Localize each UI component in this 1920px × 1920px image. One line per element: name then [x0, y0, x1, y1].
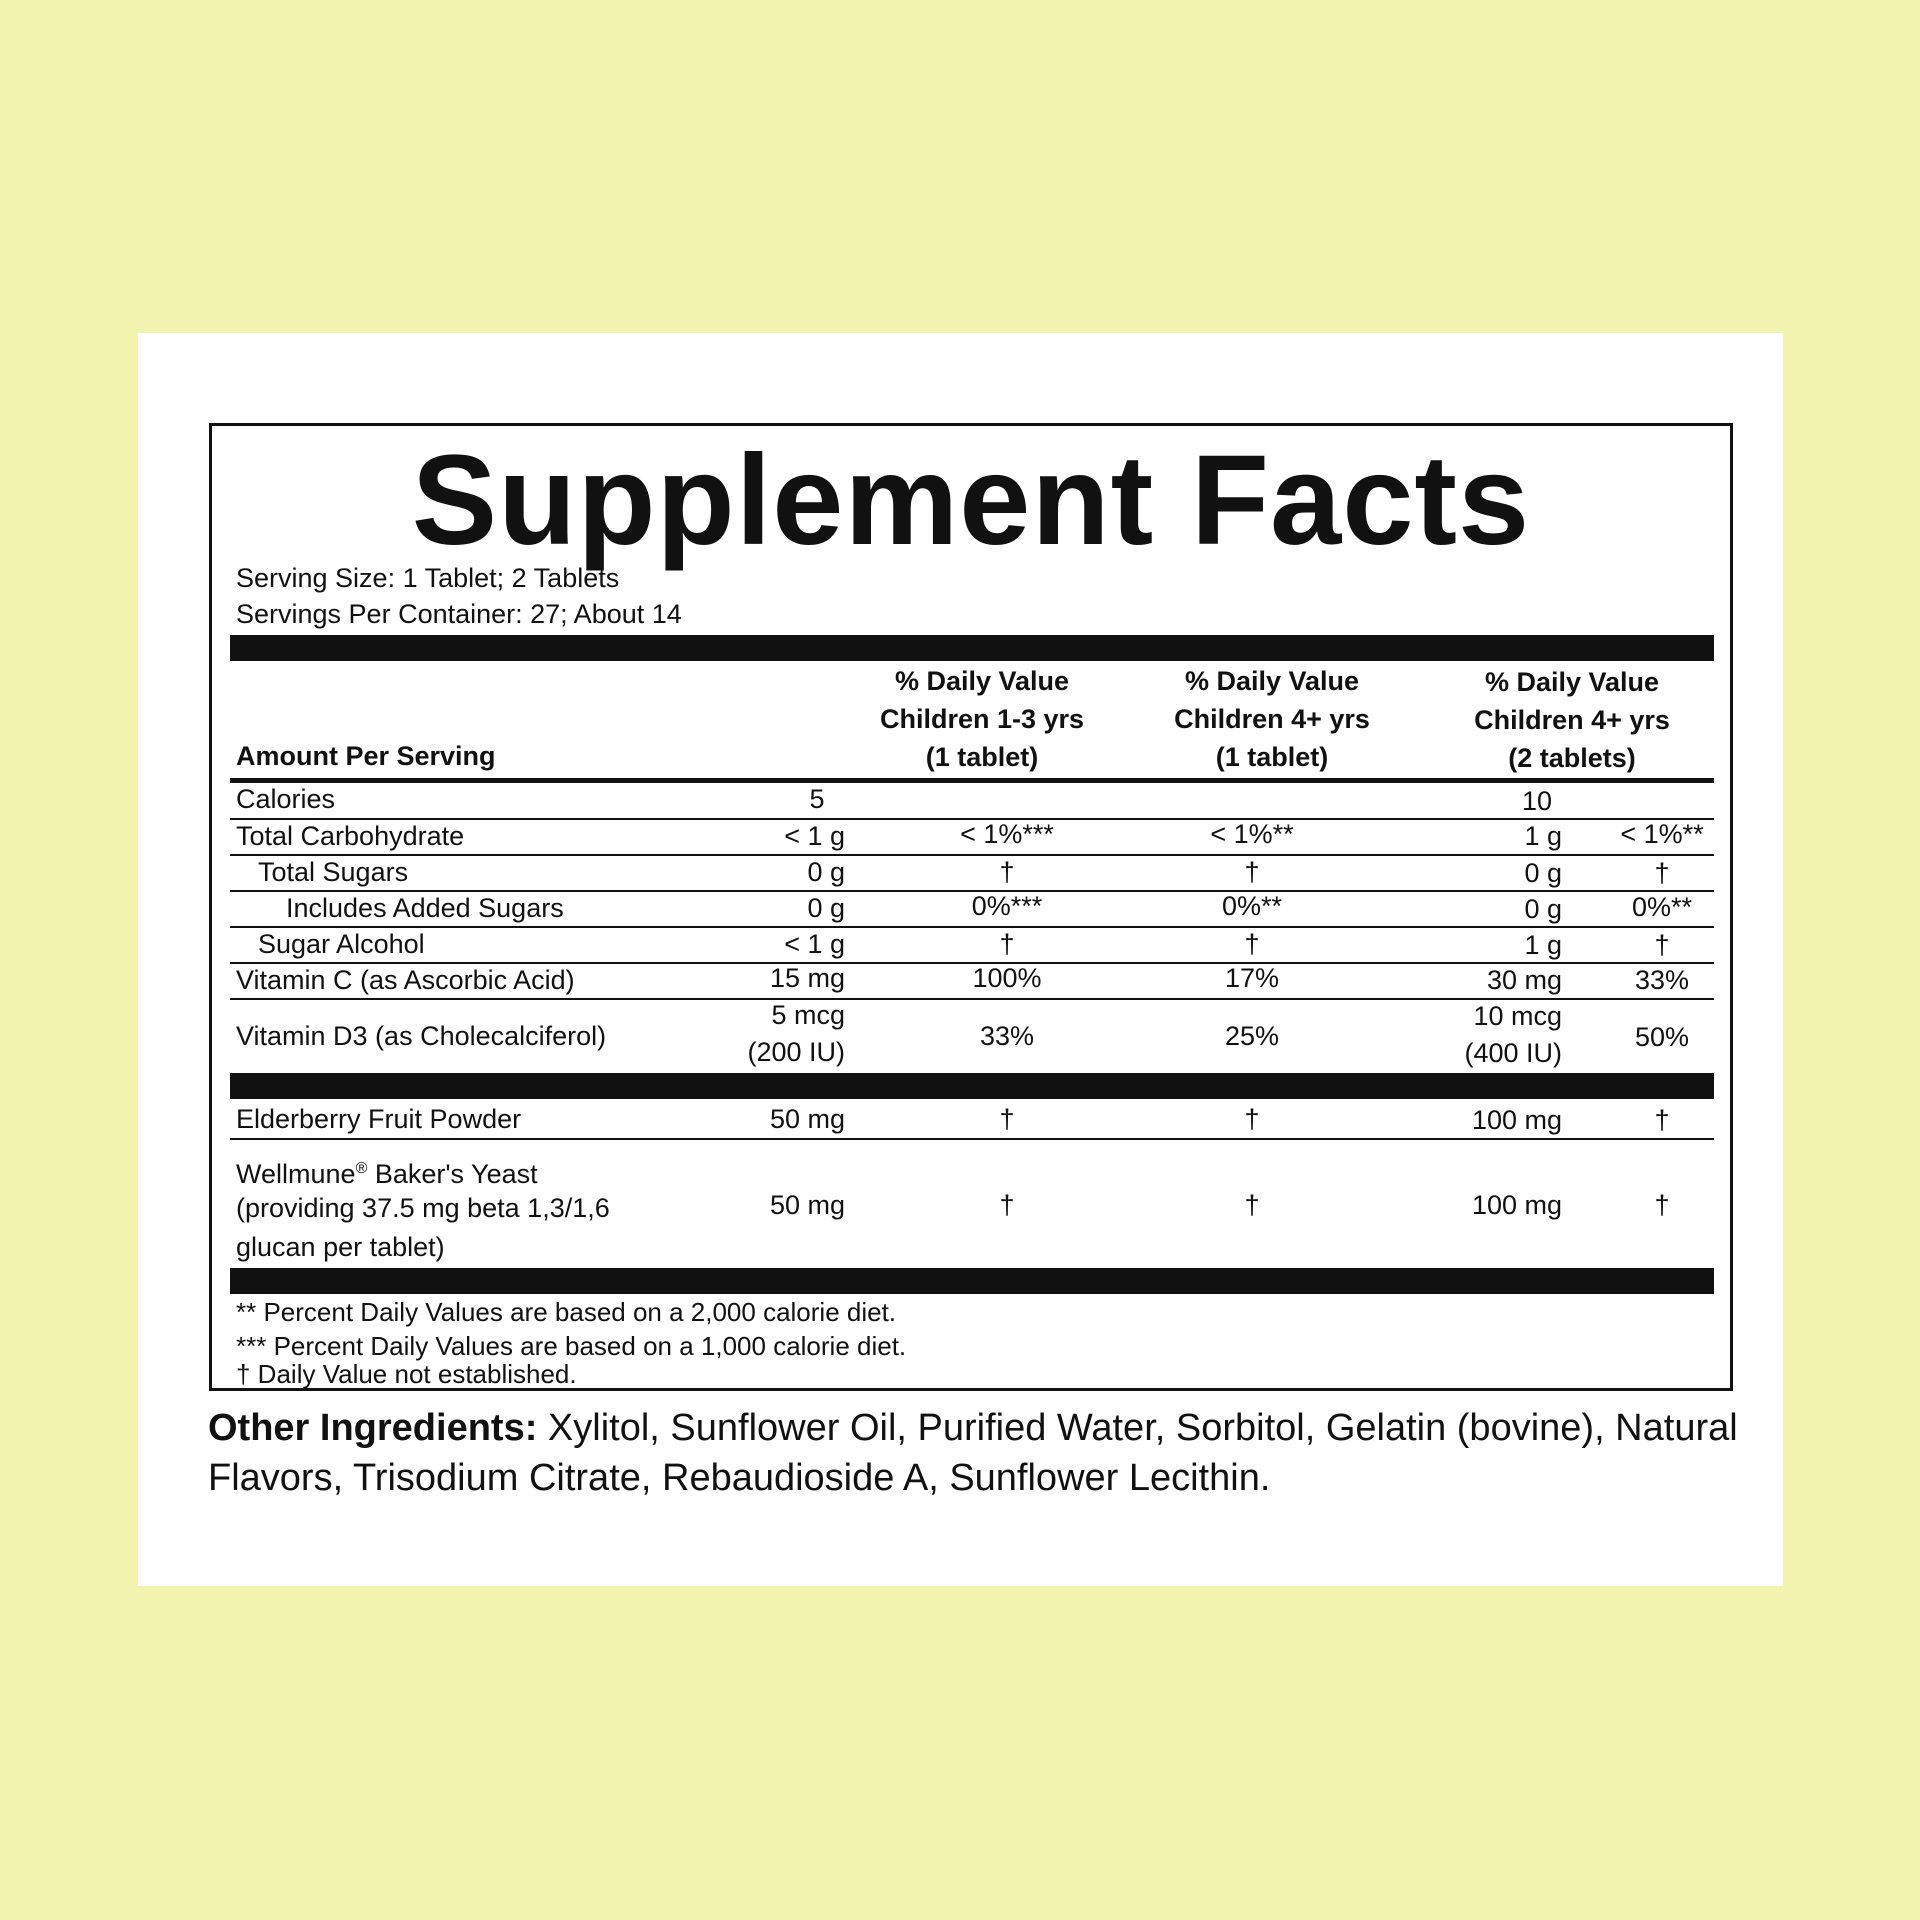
dv-2: †	[1244, 857, 1260, 887]
column-header-line: Children 4+ yrs	[1474, 705, 1670, 735]
dv-1: †	[999, 929, 1015, 959]
row-name: Vitamin C (as Ascorbic Acid)	[236, 965, 575, 995]
row-name: Total Carbohydrate	[236, 821, 465, 851]
dv-1: 33%	[979, 1021, 1035, 1051]
dv-3: 0%**	[1631, 892, 1693, 922]
row-name: Calories	[236, 784, 336, 814]
amount-1: 15 mg	[769, 963, 845, 993]
amount-1: 0 g	[807, 857, 845, 887]
column-header-line: % Daily Value	[894, 666, 1070, 696]
dv-2: †	[1244, 929, 1260, 959]
dv-3: †	[1654, 930, 1670, 960]
amount-2: 100 mg	[1471, 1190, 1562, 1220]
footnote-1000-cal: *** Percent Daily Values are based on a 1,000 calorie diet.	[236, 1331, 907, 1361]
amount-1: 0 g	[807, 893, 845, 923]
row-name-line1	[236, 1152, 538, 1191]
panel-title: Supplement Facts	[411, 429, 1531, 572]
brand-name: Wellmune	[236, 1159, 356, 1189]
dv-3: 50%	[1634, 1022, 1690, 1052]
dv-2: †	[1244, 1190, 1260, 1220]
amount-1: < 1 g	[784, 929, 845, 959]
amount-1: 50 mg	[769, 1104, 845, 1134]
amount-2: 1 g	[1524, 821, 1562, 851]
ingredient-name: Baker's Yeast	[367, 1159, 538, 1189]
medium-divider	[230, 778, 1714, 783]
serving-size: Serving Size: 1 Tablet; 2 Tablets	[236, 563, 620, 593]
footnote-2000-cal: ** Percent Daily Values are based on a 2,000 calorie diet.	[236, 1297, 897, 1327]
row-name: Sugar Alcohol	[258, 929, 425, 959]
amount-2: 10	[1521, 786, 1553, 816]
amount-2: 0 g	[1524, 858, 1562, 888]
row-divider	[230, 1138, 1714, 1140]
dv-2: < 1%**	[1210, 819, 1294, 849]
row-name-line2: (providing 37.5 mg beta 1,3/1,6	[236, 1193, 610, 1223]
other-ingredients-heading: Other Ingredients:	[208, 1407, 538, 1449]
amount-2-line2: (400 IU)	[1464, 1038, 1562, 1068]
thick-divider	[230, 1073, 1714, 1099]
dv-2: 17%	[1224, 963, 1280, 993]
column-header-line: % Daily Value	[1484, 667, 1660, 697]
dv-2: †	[1244, 1104, 1260, 1134]
column-header-children-4-1tab	[1122, 662, 1422, 776]
amount-1: 50 mg	[769, 1190, 845, 1220]
column-header-line: % Daily Value	[1184, 666, 1360, 696]
other-ingredients	[208, 1403, 1748, 1503]
label-card	[138, 333, 1783, 1586]
thick-divider	[230, 1268, 1714, 1294]
column-header-children-4-2tab	[1422, 663, 1722, 777]
dv-1: †	[999, 857, 1015, 887]
row-name: Elderberry Fruit Powder	[236, 1104, 522, 1134]
row-name-line3: glucan per tablet)	[236, 1232, 445, 1262]
dv-1: †	[999, 1190, 1015, 1220]
dv-1: 0%***	[971, 891, 1043, 921]
dv-1: †	[999, 1104, 1015, 1134]
dv-1: 100%	[972, 963, 1042, 993]
amount-1: 5	[809, 784, 825, 814]
servings-per-container: Servings Per Container: 27; About 14	[236, 599, 682, 629]
dv-3: 33%	[1634, 965, 1690, 995]
row-name: Includes Added Sugars	[286, 893, 564, 923]
dv-3: †	[1654, 1105, 1670, 1135]
thick-divider	[230, 635, 1714, 661]
registered-mark: ®	[355, 1160, 368, 1177]
column-header-children-1-3	[832, 662, 1132, 776]
dv-3: †	[1654, 858, 1670, 888]
amount-2: 30 mg	[1486, 965, 1562, 995]
dv-1: < 1%***	[960, 819, 1054, 849]
dv-2: 25%	[1224, 1021, 1280, 1051]
column-header-line: (2 tablets)	[1508, 743, 1636, 773]
column-header-line: (1 tablet)	[1215, 742, 1329, 772]
amount-per-serving-label: Amount Per Serving	[236, 741, 496, 771]
column-header-line: Children 4+ yrs	[1174, 704, 1370, 734]
dv-2: 0%**	[1221, 891, 1283, 921]
column-header-line: Children 1-3 yrs	[879, 704, 1085, 734]
row-name: Total Sugars	[258, 857, 409, 887]
row-name: Vitamin D3 (as Cholecalciferol)	[236, 1021, 607, 1051]
dv-3: †	[1654, 1190, 1670, 1220]
amount-2-line1: 10 mcg	[1473, 1001, 1562, 1031]
amount-2: 0 g	[1524, 894, 1562, 924]
other-ingredients-list: Xylitol, Sunflower Oil, Purified Water, Sorbitol, Gelatin (bovine), Natural Flavors, Trisodium Citrate, Rebaudioside A, Sunflower Lecithin.	[208, 1407, 1738, 1499]
supplement-facts-panel	[209, 423, 1733, 1391]
column-header-line: (1 tablet)	[925, 742, 1039, 772]
amount-1-line2: (200 IU)	[747, 1037, 845, 1067]
amount-2: 100 mg	[1471, 1105, 1562, 1135]
amount-1: < 1 g	[784, 821, 845, 851]
dv-3: < 1%**	[1620, 819, 1704, 849]
amount-1-line1: 5 mcg	[771, 1000, 845, 1030]
footnote-dv-not-established: † Daily Value not established.	[236, 1359, 577, 1389]
amount-2: 1 g	[1524, 930, 1562, 960]
